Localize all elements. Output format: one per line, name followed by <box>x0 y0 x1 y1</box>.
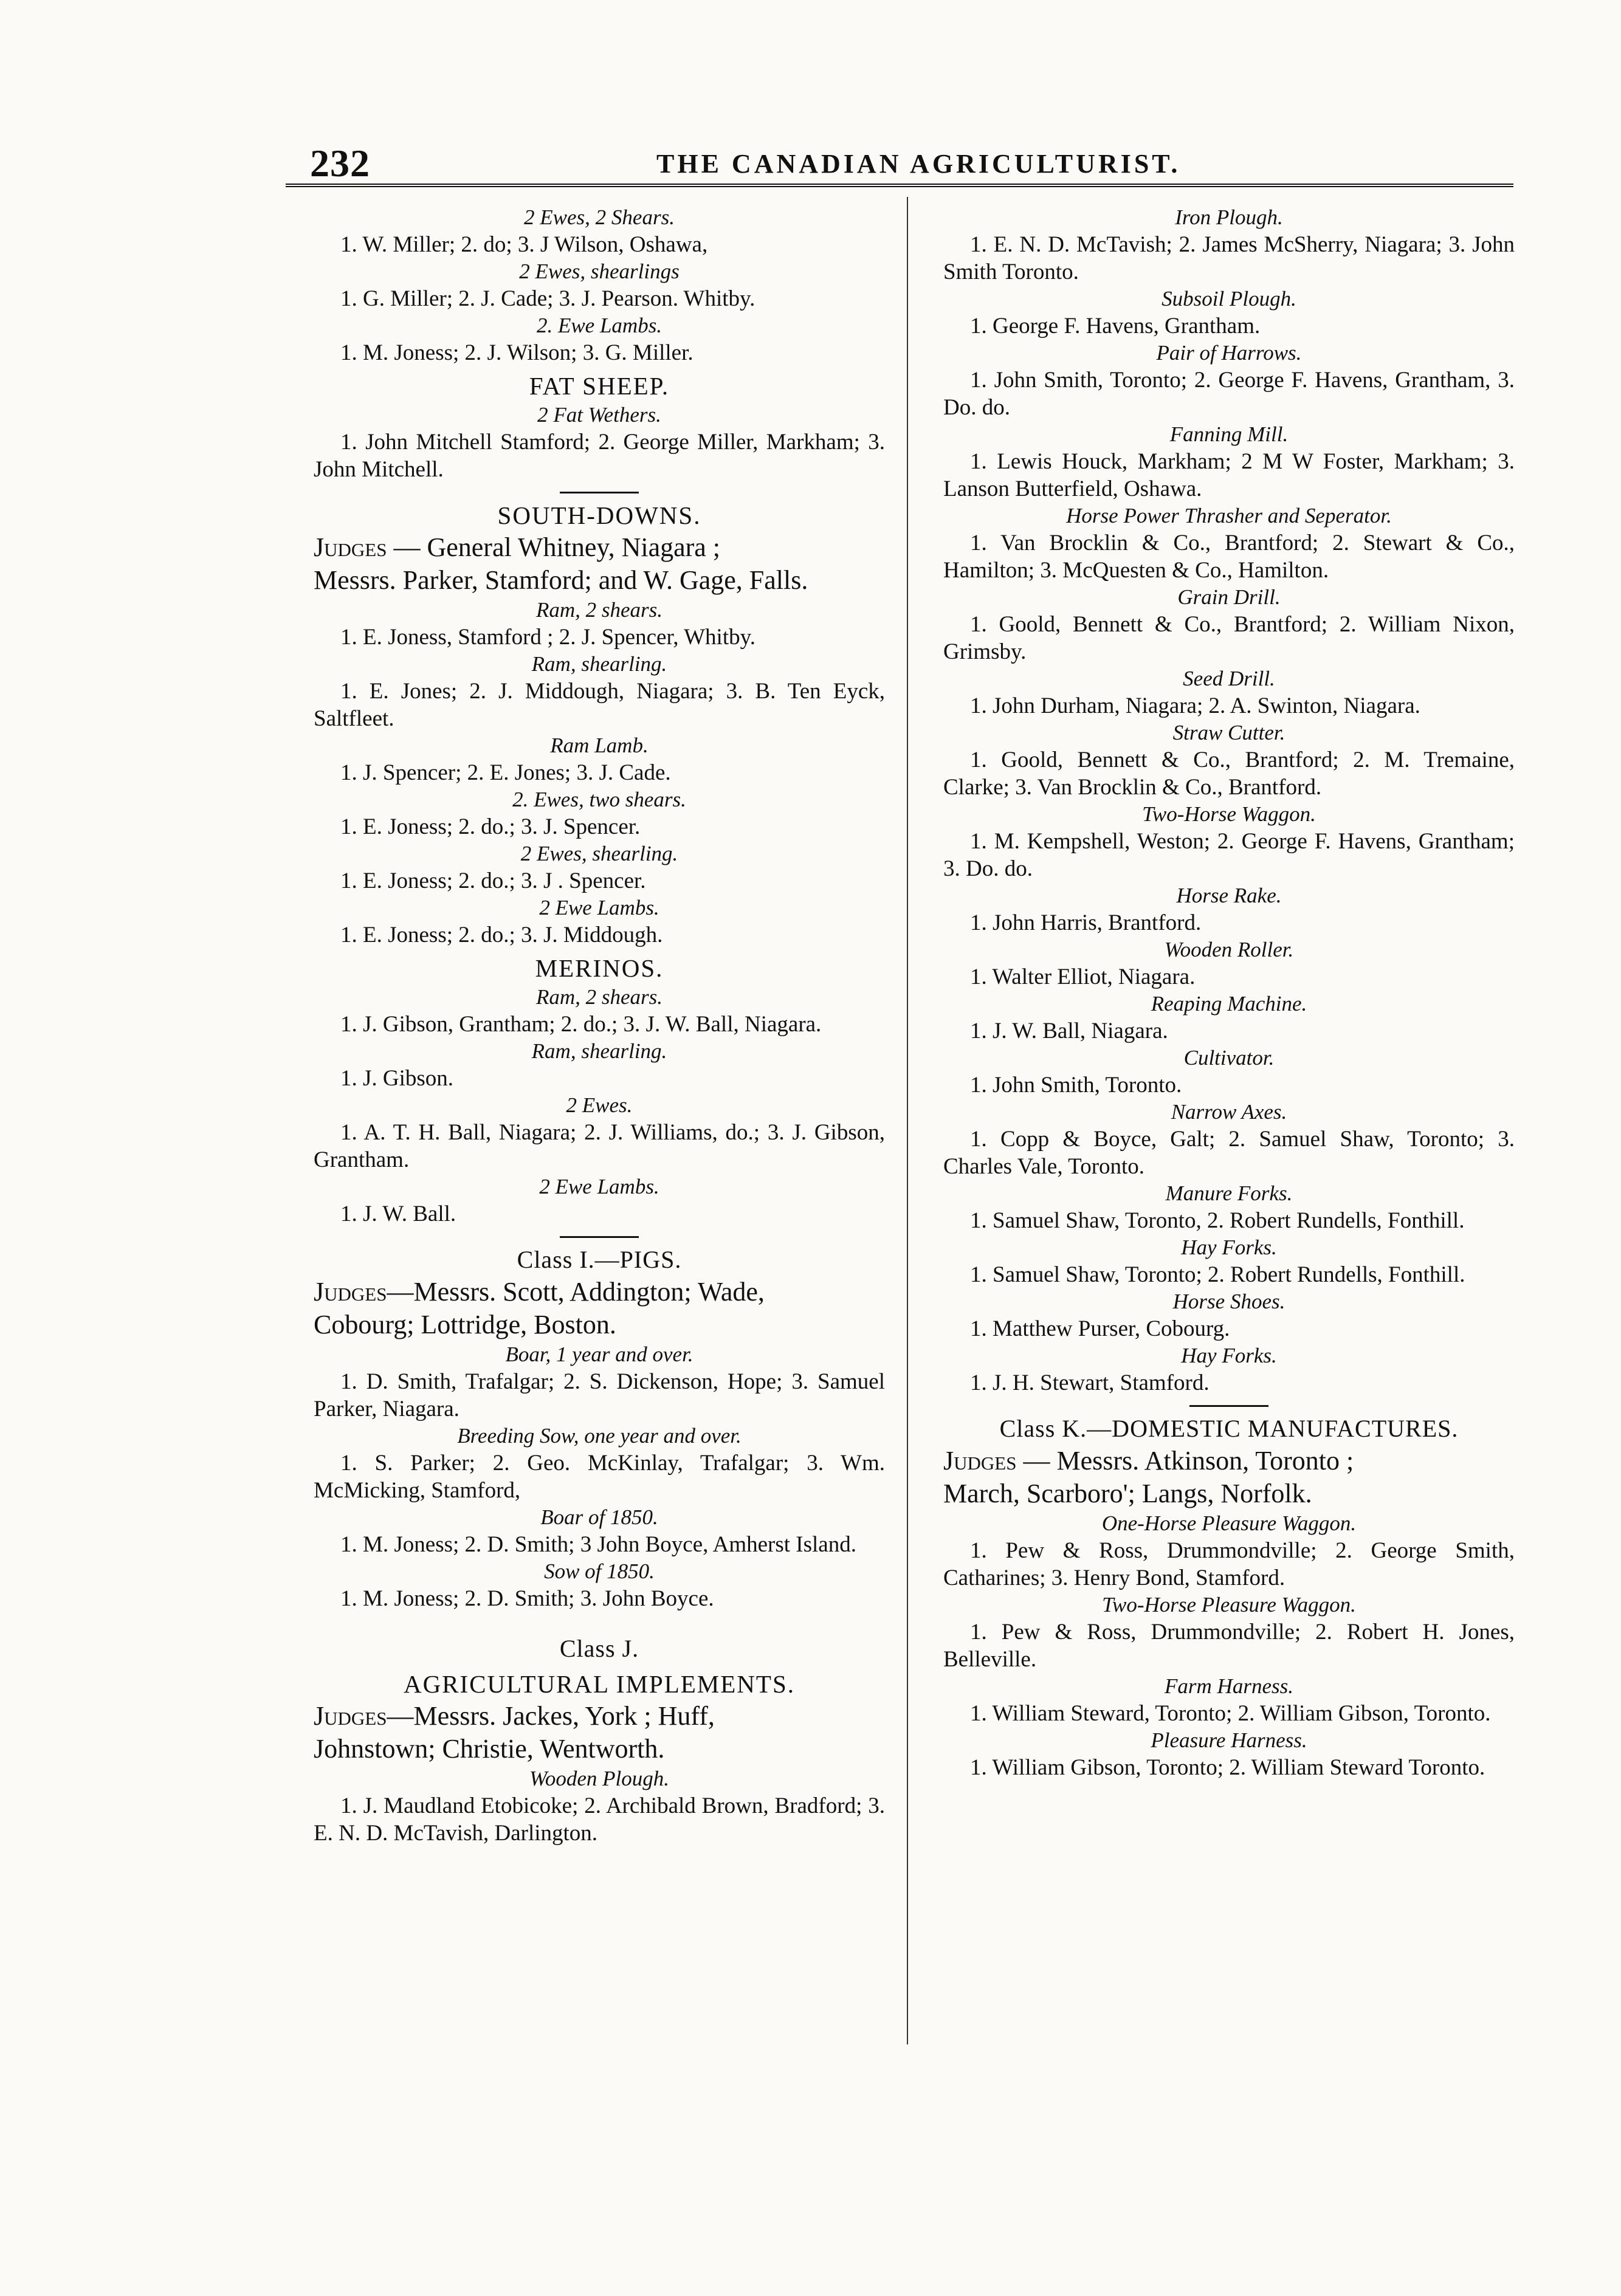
judges-line <box>314 1276 885 1308</box>
award-entry: 1. E. Joness; 2. do.; 3. J. Spencer. <box>340 814 641 839</box>
award-entry: 1. M. Joness; 2. D. Smith; 3. John Boyce. <box>340 1586 714 1611</box>
award-entry: 1. D. Smith, Trafalgar; 2. S. Dickenson, Hope; 3. Samuel Parker, Niagara. <box>314 1369 885 1421</box>
judges-names: — General Whitney, Niagara ; <box>387 532 721 562</box>
award-entry: 1. George F. Havens, Grantham. <box>970 314 1261 339</box>
category-heading: Reaping Machine. <box>1151 992 1307 1016</box>
category-heading: Seed Drill. <box>1183 667 1275 690</box>
award-entry: 1. J. Gibson, Grantham; 2. do.; 3. J. W. Ball, Niagara. <box>340 1012 822 1037</box>
section-rule <box>1189 1405 1268 1407</box>
category-heading: Pair of Harrows. <box>1156 341 1302 365</box>
award-entry: 1. M. Kempshell, Weston; 2. George F. Havens, Grantham; 3. Do. do. <box>943 829 1515 881</box>
judges-line <box>314 531 885 564</box>
award-entry: 1. William Gibson, Toronto; 2. William Steward Toronto. <box>970 1755 1485 1780</box>
award-entry: 1. E. Joness; 2. do.; 3. J. Middough. <box>340 923 663 947</box>
award-entry: 1. John Harris, Brantford. <box>970 910 1202 935</box>
category-heading: Breeding Sow, one year and over. <box>457 1424 742 1448</box>
category-heading: Horse Power Thrasher and Seperator. <box>1066 504 1392 528</box>
award-entry: 1. Goold, Bennett & Co., Brantford; 2. M. Tremaine, Clarke; 3. Van Brocklin & Co., Brantford. <box>943 748 1515 800</box>
award-entry: 1. Lewis Houck, Markham; 2 M W Foster, Markham; 3. Lanson Butterfield, Oshawa. <box>943 449 1515 501</box>
award-entry: 1. Copp & Boyce, Galt; 2. Samuel Shaw, Toronto; 3. Charles Vale, Toronto. <box>943 1127 1515 1179</box>
category-heading: Sow of 1850. <box>544 1559 655 1583</box>
award-entry: 1. W. Miller; 2. do; 3. J Wilson, Oshawa, <box>340 232 708 257</box>
award-entry: 1. J. Maudland Etobicoke; 2. Archibald Brown, Bradford; 3. E. N. D. McTavish, Darlington. <box>314 1793 885 1846</box>
category-heading: Boar, 1 year and over. <box>505 1342 693 1366</box>
judges-label: Judges <box>314 1277 387 1307</box>
award-entry: 1. John Durham, Niagara; 2. A. Swinton, Niagara. <box>970 693 1420 718</box>
category-heading: 2 Fat Wethers. <box>537 403 661 427</box>
class-heading: Class J. <box>559 1635 639 1662</box>
judges-line: March, Scarboro'; Langs, Norfolk. <box>943 1479 1312 1508</box>
left-column <box>314 204 885 1847</box>
award-entry: 1. Goold, Bennett & Co., Brantford; 2. William Nixon, Grimsby. <box>943 612 1515 664</box>
award-entry: 1. Pew & Ross, Drummondville; 2. Robert H. Jones, Belleville. <box>943 1620 1515 1672</box>
judges-label: Judges <box>314 532 387 562</box>
award-entry: 1. William Steward, Toronto; 2. William Gibson, Toronto. <box>970 1701 1491 1726</box>
category-heading: Hay Forks. <box>1181 1236 1277 1259</box>
category-heading: Farm Harness. <box>1165 1674 1293 1698</box>
award-entry: 1. Samuel Shaw, Toronto; 2. Robert Rundells, Fonthill. <box>970 1262 1465 1287</box>
award-entry: 1. Walter Elliot, Niagara. <box>970 964 1196 989</box>
award-entry: 1. E. Jones; 2. J. Middough, Niagara; 3. B. Ten Eyck, Saltfleet. <box>314 679 885 731</box>
category-heading: Horse Rake. <box>1176 884 1282 907</box>
section-heading: SOUTH-DOWNS. <box>497 501 701 529</box>
section-heading: FAT SHEEP. <box>529 372 670 400</box>
category-heading: Horse Shoes. <box>1172 1290 1285 1313</box>
award-entry: 1. J. H. Stewart, Stamford. <box>970 1370 1210 1395</box>
header-rule <box>286 184 1513 187</box>
category-heading: One-Horse Pleasure Waggon. <box>1101 1511 1357 1535</box>
award-entry: 1. J. W. Ball, Niagara. <box>970 1019 1168 1043</box>
judges-line: Cobourg; Lottridge, Boston. <box>314 1310 616 1339</box>
judges-names: — Messrs. Atkinson, Toronto ; <box>1016 1446 1354 1476</box>
class-heading: Class K.—DOMESTIC MANUFACTURES. <box>999 1415 1459 1442</box>
column-divider <box>907 197 908 2044</box>
category-heading: Fanning Mill. <box>1169 422 1289 446</box>
category-heading: Ram, shearling. <box>531 1039 667 1063</box>
category-heading: Ram, 2 shears. <box>535 985 663 1009</box>
award-entry: 1. Samuel Shaw, Toronto, 2. Robert Rundells, Fonthill. <box>970 1208 1465 1233</box>
judges-line <box>314 1700 885 1733</box>
award-entry: 1. J. W. Ball. <box>340 1201 456 1226</box>
category-heading: 2 Ewes, 2 Shears. <box>524 205 675 229</box>
category-heading: 2 Ewes, shearlings <box>519 260 680 283</box>
category-heading: Straw Cutter. <box>1172 721 1285 744</box>
category-heading: 2. Ewe Lambs. <box>536 314 663 337</box>
judges-label: Judges <box>314 1701 387 1731</box>
judges-line <box>943 1445 1515 1477</box>
category-heading: Ram, shearling. <box>531 652 667 676</box>
award-entry: 1. Van Brocklin & Co., Brantford; 2. Stewart & Co., Hamilton; 3. McQuesten & Co., Hamilton. <box>943 531 1515 583</box>
category-heading: 2 Ewes, shearling. <box>520 842 678 865</box>
award-entry: 1. J. Gibson. <box>340 1066 454 1091</box>
running-head <box>310 141 1519 184</box>
category-heading: Manure Forks. <box>1165 1181 1293 1205</box>
spacer <box>314 1612 885 1629</box>
class-heading: Class I.—PIGS. <box>517 1246 682 1273</box>
right-column <box>943 204 1515 1781</box>
section-rule <box>560 1236 639 1238</box>
award-entry: 1. E. Joness, Stamford ; 2. J. Spencer, Whitby. <box>340 625 755 650</box>
judges-names: —Messrs. Jackes, York ; Huff, <box>387 1701 715 1731</box>
award-entry: 1. Matthew Purser, Cobourg. <box>970 1316 1230 1341</box>
judges-line: Johnstown; Christie, Wentworth. <box>314 1734 665 1764</box>
category-heading: 2 Ewe Lambs. <box>539 896 659 919</box>
category-heading: Iron Plough. <box>1175 205 1283 229</box>
section-heading: AGRICULTURAL IMPLEMENTS. <box>403 1670 796 1698</box>
award-entry: 1. John Mitchell Stamford; 2. George Miller, Markham; 3. John Mitchell. <box>314 430 885 482</box>
award-entry: 1. Pew & Ross, Drummondville; 2. George Smith, Catharines; 3. Henry Bond, Stamford. <box>943 1538 1515 1590</box>
category-heading: Ram Lamb. <box>550 734 649 757</box>
award-entry: 1. M. Joness; 2. J. Wilson; 3. G. Miller. <box>340 340 693 365</box>
category-heading: Subsoil Plough. <box>1162 287 1296 311</box>
judges-names: —Messrs. Scott, Addington; Wade, <box>387 1277 765 1307</box>
category-heading: Pleasure Harness. <box>1151 1728 1307 1752</box>
award-entry: 1. John Smith, Toronto. <box>970 1073 1182 1098</box>
award-entry: 1. E. N. D. McTavish; 2. James McSherry, Niagara; 3. John Smith Toronto. <box>943 232 1515 284</box>
category-heading: 2 Ewes. <box>566 1093 633 1117</box>
award-entry: 1. S. Parker; 2. Geo. McKinlay, Trafalgar; 3. Wm. McMicking, Stamford, <box>314 1451 885 1503</box>
category-heading: Wooden Roller. <box>1164 938 1294 961</box>
page-number: 232 <box>310 142 370 185</box>
category-heading: Two-Horse Waggon. <box>1142 802 1316 826</box>
category-heading: Boar of 1850. <box>540 1505 658 1529</box>
award-entry: 1. A. T. H. Ball, Niagara; 2. J. Williams, do.; 3. J. Gibson, Grantham. <box>314 1120 885 1172</box>
award-entry: 1. M. Joness; 2. D. Smith; 3 John Boyce, Amherst Island. <box>340 1532 856 1557</box>
category-heading: Hay Forks. <box>1181 1344 1277 1367</box>
judges-line: Messrs. Parker, Stamford; and W. Gage, Falls. <box>314 565 808 595</box>
running-title: THE CANADIAN AGRICULTURIST. <box>656 149 1181 179</box>
section-heading: MERINOS. <box>535 954 664 982</box>
category-heading: Narrow Axes. <box>1171 1100 1287 1124</box>
award-entry: 1. G. Miller; 2. J. Cade; 3. J. Pearson. Whitby. <box>340 286 755 311</box>
award-entry: 1. E. Joness; 2. do.; 3. J . Spencer. <box>340 868 646 893</box>
award-entry: 1. John Smith, Toronto; 2. George F. Havens, Grantham, 3. Do. do. <box>943 368 1515 420</box>
section-rule <box>560 492 639 493</box>
category-heading: 2 Ewe Lambs. <box>539 1175 659 1198</box>
category-heading: Two-Horse Pleasure Waggon. <box>1102 1593 1356 1617</box>
category-heading: Grain Drill. <box>1177 585 1281 609</box>
award-entry: 1. J. Spencer; 2. E. Jones; 3. J. Cade. <box>340 760 671 785</box>
category-heading: 2. Ewes, two shears. <box>512 788 686 811</box>
category-heading: Wooden Plough. <box>529 1767 670 1790</box>
category-heading: Ram, 2 shears. <box>535 598 663 622</box>
judges-label: Judges <box>943 1446 1017 1476</box>
category-heading: Cultivator. <box>1183 1046 1275 1070</box>
